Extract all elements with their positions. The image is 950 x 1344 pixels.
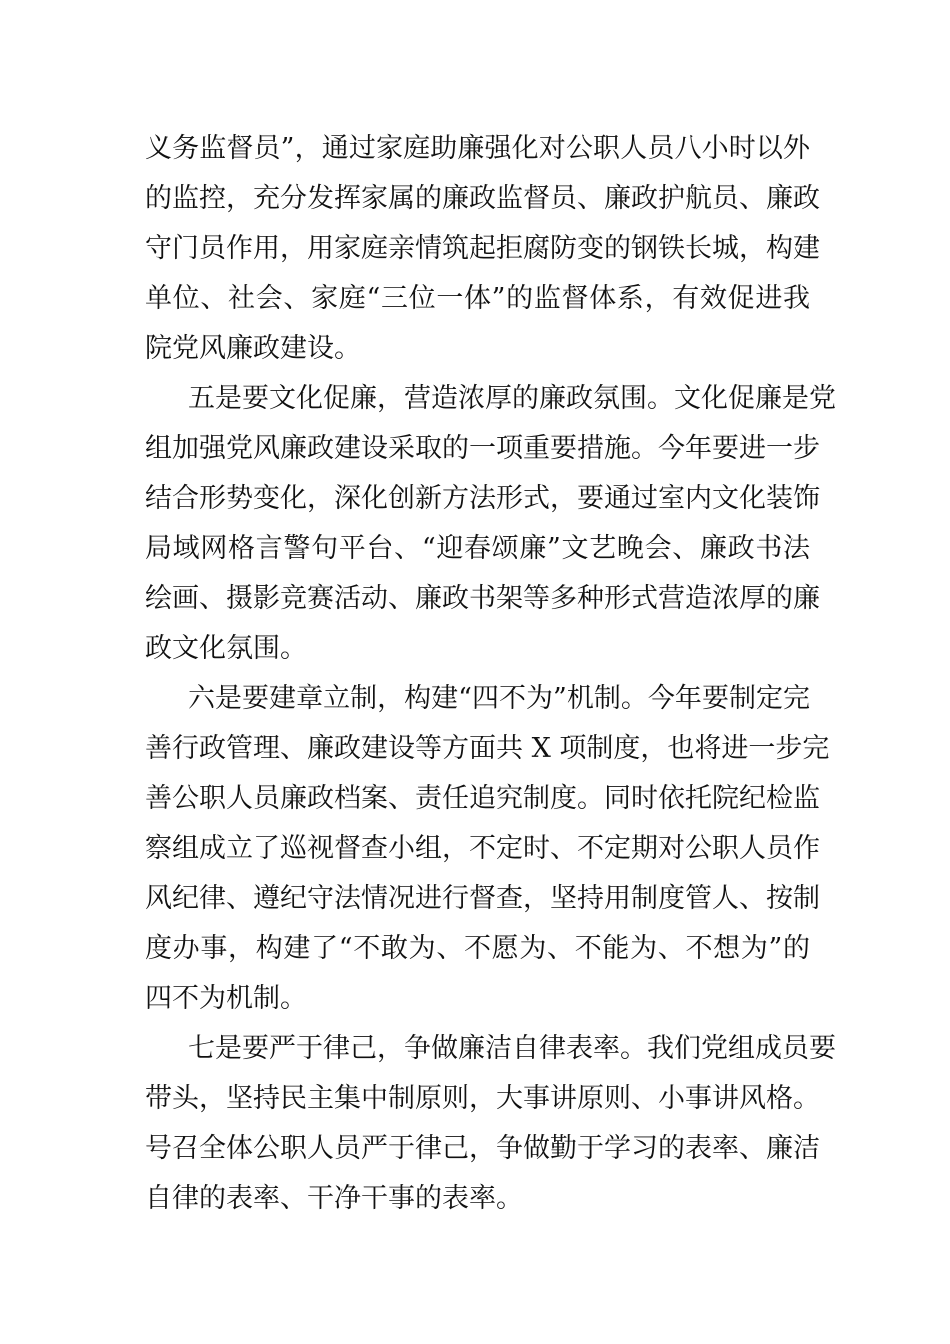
- text-line: 自律的表率、干净干事的表率。: [145, 1183, 523, 1214]
- text-line: 风纪律、遵纪守法情况进行督查，坚持用制度管人、按制: [145, 883, 820, 914]
- text-line: 的监控，充分发挥家属的廉政监督员、廉政护航员、廉政: [145, 183, 820, 214]
- text-line: 守门员作用，用家庭亲情筑起拒腐防变的钢铁长城，构建: [145, 233, 820, 264]
- text-line: 政文化氛围。: [145, 633, 307, 664]
- text-line: 绘画、摄影竞赛活动、廉政书架等多种形式营造浓厚的廉: [145, 583, 820, 614]
- text-line: 局域网格言警句平台、“迎春颂廉”文艺晚会、廉政书法: [145, 533, 810, 564]
- text-line: 义务监督员”，通过家庭助廉强化对公职人员八小时以外: [145, 133, 810, 164]
- text-line: 带头，坚持民主集中制原则，大事讲原则、小事讲风格。: [145, 1083, 820, 1114]
- text-line: 单位、社会、家庭“三位一体”的监督体系，有效促进我: [145, 283, 810, 314]
- text-line: 善公职人员廉政档案、责任追究制度。同时依托院纪检监: [145, 783, 820, 814]
- text-line: 善行政管理、廉政建设等方面共 X 项制度，也将进一步完: [145, 733, 830, 764]
- text-line: 七是要严于律己，争做廉洁自律表率。我们党组成员要: [188, 1033, 836, 1064]
- text-line: 五是要文化促廉，营造浓厚的廉政氛围。文化促廉是党: [188, 383, 836, 414]
- text-line: 结合形势变化，深化创新方法形式，要通过室内文化装饰: [145, 483, 820, 514]
- text-line: 院党风廉政建设。: [145, 333, 361, 364]
- text-line: 四不为机制。: [145, 983, 307, 1014]
- text-line: 度办事，构建了“不敢为、不愿为、不能为、不想为”的: [145, 933, 810, 964]
- text-line: 六是要建章立制，构建“四不为”机制。今年要制定完: [188, 683, 810, 714]
- text-line: 号召全体公职人员严于律己，争做勤于学习的表率、廉洁: [145, 1133, 820, 1164]
- text-line: 组加强党风廉政建设采取的一项重要措施。今年要进一步: [145, 433, 820, 464]
- text-line: 察组成立了巡视督查小组，不定时、不定期对公职人员作: [145, 833, 820, 864]
